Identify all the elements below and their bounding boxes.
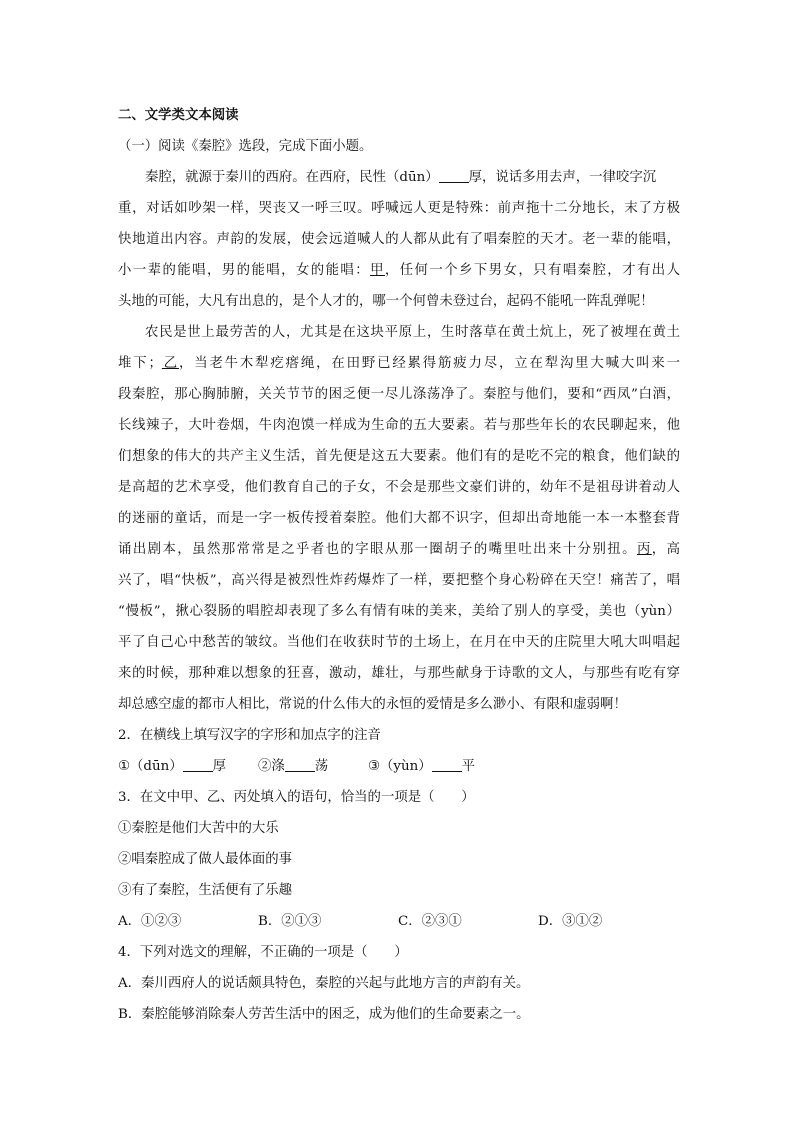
q4-stem: 4．下列对选文的理解，不正确的一项是（ ）	[118, 945, 408, 960]
q2-item-2: ②涤 荡	[258, 759, 329, 774]
blank-yi: 乙	[161, 356, 179, 371]
q3-sentence-2: ②唱秦腔成了做人最体面的事	[118, 852, 293, 867]
p2-line-10: “慢板”，揪心裂肠的唱腔却表现了多么有情有味的美来，美给了别人的享受，美也（yùn）	[118, 604, 680, 619]
q3-stem: 3．在文中甲、乙、丙处填入的语句，恰当的一项是（ ）	[118, 790, 475, 805]
p1-line-5: 头地的可能，大凡有出息的，是个人才的，哪一个何曾未登过台，起码不能吼一阵乱弹呢！	[118, 294, 654, 309]
p2-line-6: 是高超的艺术享受，他们教育自己的子女，不会是那些文豪们讲的，幼年不是祖母讲着动人	[118, 480, 680, 495]
q3-option-a: A．①②③	[118, 914, 182, 929]
p2-line-1: 农民是世上最劳苦的人，尤其是在这块平原上，生时落草在黄土炕上，死了被埋在黄土	[145, 325, 680, 340]
q2-blank-3	[432, 757, 462, 772]
q2-blank-1	[183, 757, 213, 772]
p2-line-7: 的迷丽的童话，而是一字一板传授着秦腔。他们大都不识字，但却出奇地能一本一本整套背	[118, 511, 680, 526]
p2-line-11: 平了自己心中愁苦的皱纹。当他们在收获时节的土场上，在月在中天的庄院里大吼大叫唱起	[118, 635, 680, 650]
q2-items	[118, 751, 680, 782]
document-content	[118, 100, 680, 1030]
p2-line-5: 们想象的伟大的共产主义生活，首先便是这五大要素。他们有的是吃不完的粮食，他们缺的	[118, 449, 680, 464]
q3-option-b: B．②①③	[258, 914, 322, 929]
p2-line-12: 来的时候，那种难以想象的狂喜，激动，雄壮，与那些献身于诗歌的文人，与那些有吃有穿	[118, 666, 680, 681]
p2-line-9: 兴了，唱“快板”，高兴得是被烈性炸药爆炸了一样，要把整个身心粉碎在天空！痛苦了，唱	[118, 573, 680, 588]
q3-options	[118, 906, 680, 937]
reading-instruction: （一）阅读《秦腔》选段，完成下面小题。	[118, 139, 373, 154]
blank-bing: 丙	[636, 542, 652, 557]
q4-option-b: B．秦腔能够消除秦人劳苦生活中的困乏，成为他们的生命要素之一。	[118, 1007, 530, 1022]
q3-sentence-3: ③有了秦腔，生活便有了乐趣	[118, 883, 293, 898]
blank-jia: 甲	[370, 263, 385, 278]
p2-line-13: 却总感空虚的都市人相比，常说的什么伟大的永恒的爱情是多么渺小、有限和虚弱啊！	[118, 697, 627, 712]
p2-line-2: 堆下；乙，当老牛木犁疙瘩绳，在田野已经累得筋疲力尽，立在犁沟里大喊大叫来一	[118, 356, 680, 371]
p1-line-3: 快地道出内容。声韵的发展，使会远道喊人的人都从此有了唱秦腔的天才。老一辈的能唱，	[118, 232, 680, 247]
q3-option-d: D．③①②	[538, 914, 603, 929]
q2-item-1: ①（dūn） 厚	[118, 759, 226, 774]
q2-item-3: ③（yùn） 平	[368, 759, 475, 774]
q4-option-a: A．秦川西府人的说话颇具特色，秦腔的兴起与此地方言的声韵有关。	[118, 976, 530, 991]
p1-line-4: 小一辈的能唱，男的能唱，女的能唱：甲，任何一个乡下男女，只有唱秦腔，才有出人	[118, 263, 680, 278]
p2-line-8: 诵出剧本，虽然那常常是之乎者也的字眼从那一圈胡子的嘴里吐出来十分别扭。丙，高	[118, 542, 680, 557]
q3-option-c: C．②③①	[398, 914, 462, 929]
section-title: 二、文学类文本阅读	[118, 108, 239, 123]
q2-stem: 2．在横线上填写汉字的字形和加点字的注音	[118, 728, 381, 743]
p1-line-2: 重，对话如吵架一样，哭丧又一呼三叹。呼喊远人更是特殊：前声拖十二分地长，末了方极	[118, 201, 680, 216]
blank-dun	[439, 168, 469, 183]
q3-sentence-1: ①秦腔是他们大苦中的大乐	[118, 821, 279, 836]
p1-line-1: 秦腔，就源于秦川的西府。在西府，民性（dūn） 厚，说话多用去声，一律咬字沉	[145, 170, 657, 185]
p2-line-4: 长线辣子，大叶卷烟，牛肉泡馍一样成为生命的五大要素。若与那些年长的农民聊起来，他	[118, 418, 680, 433]
q2-blank-2	[285, 757, 315, 772]
p2-line-3: 段秦腔，那心胸肺腑，关关节节的困乏便一尽儿涤荡净了。秦腔与他们，要和“西凤”白酒，	[118, 387, 680, 402]
